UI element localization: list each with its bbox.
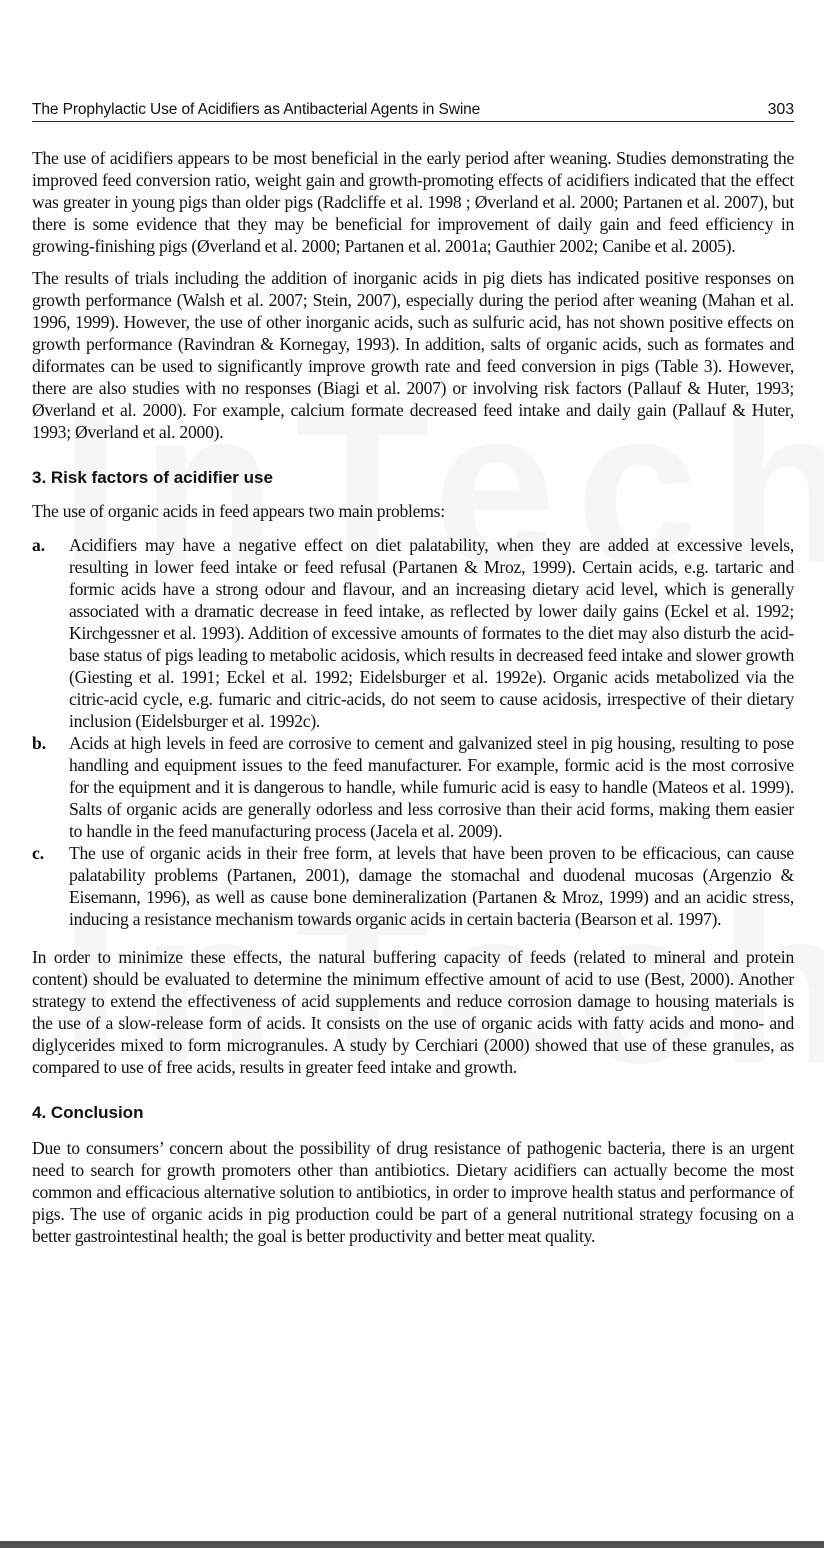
list-item <box>32 534 794 732</box>
risk-factors-intro: The use of organic acids in feed appears two main problems: <box>32 501 445 521</box>
section-heading-conclusion: 4. Conclusion <box>32 1103 144 1122</box>
list-item <box>32 842 794 930</box>
list-item-text: Acidifiers may have a negative effect on diet palatability, when they are added at excessive levels, resulting in lower feed intake or feed refusal (Partanen & Mroz, 1999). Certain acids, e.g. tartaric and formic acids have a strong odour and flavour, and an increasing dietary acid level, which is generally associated with a dramatic decrease in feed intake, as reflected by lower daily gains (Eckel et al. 1992; Kirchgessner et al. 1993). Addition of excessive amounts of formates to the diet may also disturb the acid-base status of pigs leading to metabolic acidosis, which results in decreased feed intake and slower growth (Giesting et al. 1991; Eckel et al. 1992; Eidelsburger et al. 1992e). Organic acids metabolized via the citric-acid cycle, e.g. fumaric and citric-acids, do not seem to cause acidosis, irrespective of their dietary inclusion (Eidelsburger et al. 1992c). <box>69 535 794 731</box>
section-heading-risk-factors: 3. Risk factors of acidifier use <box>32 468 273 487</box>
list-item-text: Acids at high levels in feed are corrosive to cement and galvanized steel in pig housing, resulting to pose handling and equipment issues to the feed manufacturer. For example, formic acid is the most corrosive for the equipment and it is dangerous to handle, while fumuric acid is easy to handle (Mateos et al. 1999). Salts of organic acids are generally odorless and less corrosive than their acid forms, making them easier to handle in the feed manufacturing process (Jacela et al. 2009). <box>69 733 794 841</box>
paragraph-early-weaning: The use of acidifiers appears to be most beneficial in the early period after weaning. Studies demonstrating the improved feed conversion ratio, weight gain and growth-promoting effects of acidifiers indicated that the effect was greater in young pigs than older pigs (Radcliffe et al. 1998 ; Øverland et al. 2000; Partanen et al. 2007), but there is some evidence that they may be beneficial for improvement of daily gain and feed efficiency in growing-finishing pigs (Øverland et al. 2000; Partanen et al. 2001a; Gauthier 2002; Canibe et al. 2005). <box>32 148 794 256</box>
list-item <box>32 732 794 842</box>
list-marker: c. <box>32 843 45 863</box>
paragraph-minimize-effects: In order to minimize these effects, the natural buffering capacity of feeds (related to mineral and protein content) should be evaluated to determine the minimum effective amount of acid to use (Best, 2000). Another strategy to extend the effectiveness of acid supplements and reduce corrosion damage to housing materials is the use of a slow-release form of acids. It consists on the use of organic acids with fatty acids and mono- and diglycerides mixed to form microgranules. A study by Cerchiari (2000) showed that use of these granules, as compared to use of free acids, results in greater feed intake and growth. <box>32 947 794 1077</box>
list-marker: b. <box>32 733 47 753</box>
running-title: The Prophylactic Use of Acidifiers as Antibacterial Agents in Swine <box>32 101 481 118</box>
document-page <box>32 100 794 1247</box>
list-item-text: The use of organic acids in their free form, at levels that have been proven to be efficacious, can cause palatability problems (Partanen, 2001), damage the stomachal and duodenal mucosas (Argenzio & Eisemann, 1996), as well as cause bone demineralization (Partanen & Mroz, 1999) and an acidic stress, inducing a resistance mechanism towards organic acids in certain bacteria (Bearson et al. 1997). <box>69 843 794 929</box>
list-marker: a. <box>32 535 46 555</box>
paragraph-conclusion: Due to consumers’ concern about the possibility of drug resistance of pathogenic bacteria, there is an urgent need to search for growth promoters other than antibiotics. Dietary acidifiers can actually become the most common and efficacious alternative solution to antibiotics, in order to improve health status and performance of pigs. The use of organic acids in pig production could be part of a general nutritional strategy focusing on a better gastrointestinal health; the goal is better productivity and better meat quality. <box>32 1138 794 1246</box>
page-number: 303 <box>767 101 794 118</box>
viewer-bottom-bar <box>0 1541 824 1548</box>
paragraph-inorganic-acids: The results of trials including the addition of inorganic acids in pig diets has indicated positive responses on growth performance (Walsh et al. 2007; Stein, 2007), especially during the period after weaning (Mahan et al. 1996, 1999). However, the use of other inorganic acids, such as sulfuric acid, has not shown positive effects on growth performance (Ravindran & Kornegay, 1993). In addition, salts of organic acids, such as formates and diformates can be used to significantly improve growth rate and feed conversion in pigs (Table 3). However, there are also studies with no responses (Biagi et al. 2007) or involving risk factors (Pallauf & Huter, 1993; Øverland et al. 2000). For example, calcium formate decreased feed intake and daily gain (Pallauf & Huter, 1993; Øverland et al. 2000). <box>32 268 794 442</box>
running-header <box>32 100 794 122</box>
risk-factors-list <box>32 534 794 930</box>
